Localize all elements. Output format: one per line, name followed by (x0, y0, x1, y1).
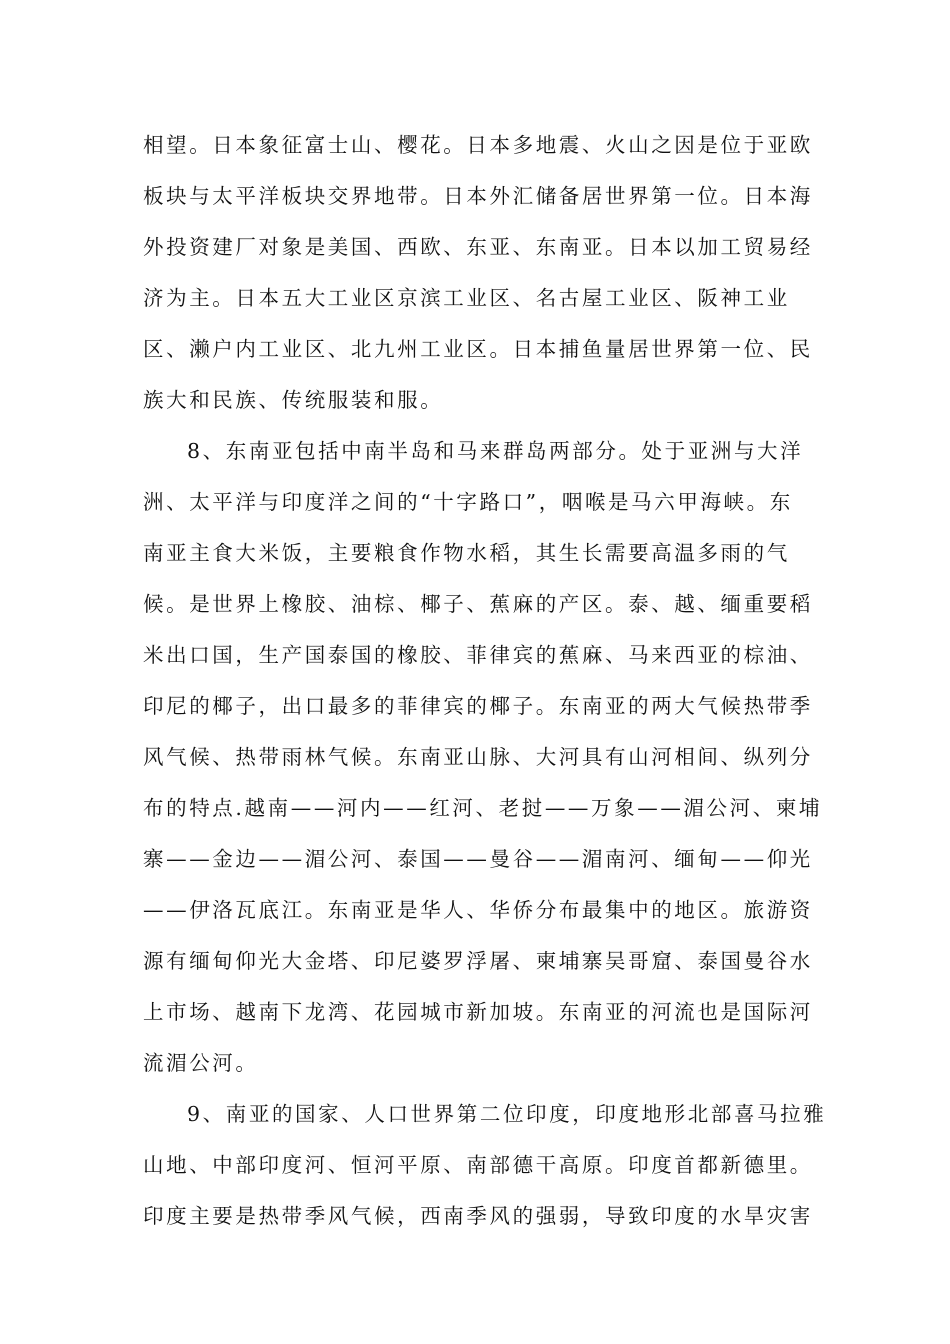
text-line: 米出口国，生产国泰国的橡胶、菲律宾的蕉麻、马来西亚的棕油、 (143, 643, 813, 667)
text-line: 济为主。日本五大工业区京滨工业区、名古屋工业区、阪神工业 (143, 286, 790, 310)
text-line: 板块与太平洋板块交界地带。日本外汇储备居世界第一位。日本海 (143, 184, 813, 208)
text-line: 外投资建厂对象是美国、西欧、东亚、东南亚。日本以加工贸易经 (143, 235, 813, 259)
text-line: 南亚主食大米饭，主要粮食作物水稻，其生长需要高温多雨的气 (143, 541, 790, 565)
text-line: 源有缅甸仰光大金塔、印尼婆罗浮屠、柬埔寨吴哥窟、泰国曼谷水 (143, 949, 813, 973)
text-line: 布的特点.越南——河内——红河、老挝——万象——湄公河、柬埔 (143, 796, 823, 820)
text-line: 上市场、越南下龙湾、花园城市新加坡。东南亚的河流也是国际河 (143, 1000, 813, 1024)
text-line: 区、濑户内工业区、北九州工业区。日本捕鱼量居世界第一位、民 (143, 337, 813, 361)
text-line: 相望。日本象征富士山、樱花。日本多地震、火山之因是位于亚欧 (143, 133, 813, 157)
text-line: 流湄公河。 (143, 1051, 259, 1075)
text-line: 印尼的椰子，出口最多的菲律宾的椰子。东南亚的两大气候热带季 (143, 694, 813, 718)
text-line: ——伊洛瓦底江。东南亚是华人、华侨分布最集中的地区。旅游资 (143, 898, 813, 922)
text-line: 候。是世界上橡胶、油棕、椰子、蕉麻的产区。泰、越、缅重要稻 (143, 592, 813, 616)
paragraph-8-first-line: 8、东南亚包括中南半岛和马来群岛两部分。处于亚洲与大洋 (187, 439, 804, 463)
text-line: 洲、太平洋与印度洋之间的“十字路口”，咽喉是马六甲海峡。东 (143, 490, 793, 514)
text-line: 山地、中部印度河、恒河平原、南部德干高原。印度首都新德里。 (143, 1153, 813, 1177)
text-line: 风气候、热带雨林气候。东南亚山脉、大河具有山河相间、纵列分 (143, 745, 813, 769)
paragraph-9-first-line: 9、南亚的国家、人口世界第二位印度，印度地形北部喜马拉雅 (187, 1102, 827, 1126)
text-line: 印度主要是热带季风气候，西南季风的强弱，导致印度的水旱灾害 (143, 1204, 813, 1228)
text-line: 寨——金边——湄公河、泰国——曼谷——湄南河、缅甸——仰光 (143, 847, 813, 871)
text-line: 族大和民族、传统服装和服。 (143, 388, 444, 412)
